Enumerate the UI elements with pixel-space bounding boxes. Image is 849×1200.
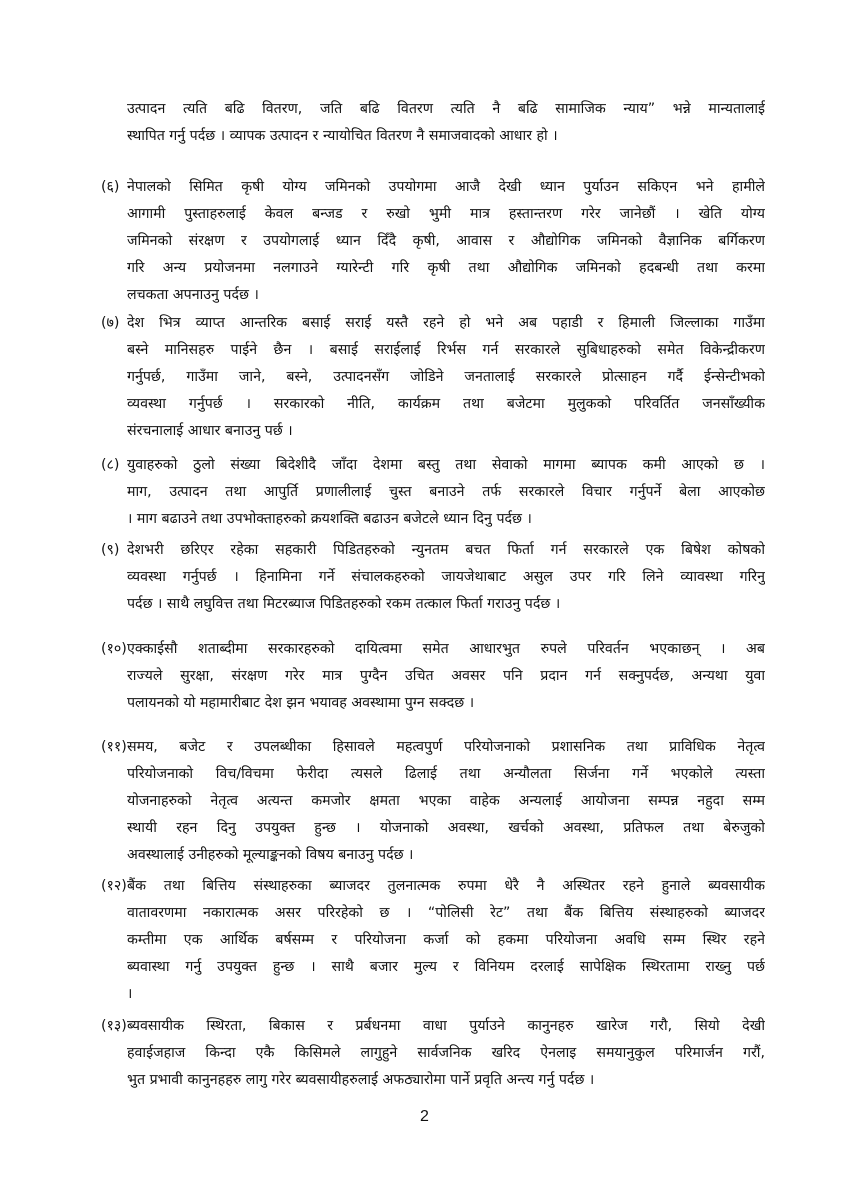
paragraph-line: बैंक तथा बित्तिय संस्थाहरुका ब्याजदर तुलनात्मक रुपमा धेरै नै अस्थितर रहने हुनाले ब्यवसायीक: [127, 878, 765, 894]
item-number: (१०): [101, 641, 127, 657]
paragraph-line: व्यवस्था गर्नुपर्छ । सरकारको नीति, कार्यक्रम तथा बजेटमा मुलुकको परिवर्तित जनसाँख्यीक: [127, 396, 765, 412]
list-item-8: [101, 452, 765, 533]
paragraph-line: उत्पादन त्यति बढि वितरण, जति बढि वितरण त्यति नै बढि सामाजिक न्याय” भन्ने मान्यतालाई: [127, 101, 765, 117]
paragraph-line: एक्काईसौ शताब्दीमा सरकारहरुको दायित्वमा समेत आधारभुत रुपले परिवर्तन भएकाछन् । अब: [127, 641, 765, 657]
list-item-9: [101, 537, 765, 618]
paragraph-line: आगामी पुस्ताहरुलाई केवल बन्जड र रुखो भुमी मात्र हस्तान्तरण गरेर जानेछौं । खेति योग्य: [127, 206, 765, 222]
paragraph-line: । माग बढाउने तथा उपभोक्ताहरुको क्रयशक्ति बढाउन बजेटले ध्यान दिनु पर्दछ ।: [127, 511, 532, 527]
paragraph-line: लचकता अपनाउनु पर्दछ ।: [127, 287, 259, 303]
paragraph-line: गरि अन्य प्रयोजनमा नलगाउने ग्यारेन्टी गरि कृषी तथा औद्योगिक जमिनको हदबन्धी तथा करमा: [127, 260, 765, 276]
paragraph-line: भुत प्रभावी कानुनहहरु लागु गरेर ब्यवसायीहरुलाई अफठ्यारोमा पार्ने प्रवृति अन्त्य गर्नु पर्दछ ।: [127, 1072, 595, 1088]
paragraph-line: पलायनको यो महामारीबाट देश झन भयावह अवस्थामा पुग्न सक्दछ ।: [127, 695, 475, 711]
paragraph-line: ब्यवसायीक स्थिरता, बिकास र प्रर्बधनमा वाधा पुर्याउने कानुनहरु खारेज गरौ, सियो देखी: [127, 1018, 765, 1034]
paragraph-line: पर्दछ । साथै लघुवित्त तथा मिटरब्याज पिडितहरुको रकम तत्काल फिर्ता गराउनु पर्दछ ।: [127, 596, 561, 612]
list-item-12: [101, 873, 765, 1008]
item-number: (९): [101, 542, 120, 558]
paragraph-line: कम्तीमा एक आर्थिक बर्षसम्म र परियोजना कर्जा को हकमा परियोजना अवधि सम्म स्थिर रहने: [127, 932, 765, 948]
paragraph-line: स्थायी रहन दिनु उपयुक्त हुन्छ । योजनाको अवस्था, खर्चको अवस्था, प्रतिफल तथा बेरुजुको: [127, 820, 765, 836]
list-item-6: [101, 174, 765, 309]
paragraph-line: परियोजनाको विच/विचमा फेरीदा त्यसले ढिलाई तथा अन्यौलता सिर्जना गर्ने भएकोले त्यस्ता: [127, 766, 765, 782]
list-item-13: [101, 1013, 765, 1094]
paragraph-line: जमिनको संरक्षण र उपयोगलाई ध्यान दिँदै कृषी, आवास र औद्योगिक जमिनको वैज्ञानिक बर्गिकरण: [127, 233, 765, 249]
page-number: 2: [420, 1108, 429, 1125]
paragraph-line: वातावरणमा नकारात्मक असर परिरहेको छ । “पोलिसी रेट” तथा बैंक बित्तिय संस्थाहरुको ब्याजदर: [127, 905, 765, 921]
paragraph-line: माग, उत्पादन तथा आपुर्ति प्रणालीलाई चुस्त बनाउने तर्फ सरकारले विचार गर्नुपर्ने बेला आएकोछ: [127, 484, 765, 500]
paragraph-line: हवाईजहाज किन्दा एकै किसिमले लागुहुने सार्वजनिक खरिद ऐनलाइ समयानुकुल परिमार्जन गरौं,: [127, 1045, 765, 1061]
item-number: (६): [101, 179, 120, 195]
paragraph-line: गर्नुपर्छ, गाउँमा जाने, बस्ने, उत्पादनसँग जोडिने जनतालाई सरकारले प्रोत्साहन गर्दै ईन्सेन्टीभको: [127, 369, 765, 385]
paragraph-line: संरचनालाई आधार बनाउनु पर्छ ।: [127, 423, 293, 439]
paragraph-line: ब्यवास्था गर्नु उपयुक्त हुन्छ । साथै बजार मुल्य र विनियम दरलाई सापेक्षिक स्थिरतामा राख्नु पर्छ: [127, 959, 765, 975]
intro-paragraph: [127, 96, 765, 150]
paragraph-line: योजनाहरुको नेतृत्व अत्यन्त कमजोर क्षमता भएका वाहेक अन्यलाई आयोजना सम्पन्न नहुदा सम्म: [127, 793, 765, 809]
paragraph-line: व्यवस्था गर्नुपर्छ । हिनामिना गर्ने संचालकहरुको जायजेथाबाट असुल उपर गरि लिने व्यावस्था गरिनु: [127, 569, 765, 585]
item-number: (१२): [101, 878, 127, 894]
paragraph-line: युवाहरुको ठुलो संख्या बिदेशीदै जाँदा देशमा बस्तु तथा सेवाको मागमा ब्यापक कमी आएको छ ।: [127, 457, 765, 473]
list-item-10: [101, 636, 765, 717]
list-item-7: [101, 310, 765, 445]
paragraph-line: समय, बजेट र उपलब्धीका हिसावले महत्वपुर्ण परियोजनाको प्रशासनिक तथा प्राविधिक नेतृत्व: [127, 739, 765, 755]
paragraph-line: अवस्थालाई उनीहरुको मूल्याङ्कनको विषय बनाउनु पर्दछ ।: [127, 847, 414, 863]
paragraph-line: स्थापित गर्नु पर्दछ । व्यापक उत्पादन र न्यायोचित वितरण नै समाजवादको आधार हो ।: [127, 128, 558, 144]
paragraph-line: ।: [127, 986, 133, 1002]
item-number: (११): [101, 739, 127, 755]
item-number: (८): [101, 457, 120, 473]
paragraph-line: राज्यले सुरक्षा, संरक्षण गरेर मात्र पुग्दैन उचित अवसर पनि प्रदान गर्न सक्नुपर्दछ, अन्यथा युवा: [127, 668, 765, 684]
list-item-11: [101, 734, 765, 869]
paragraph-line: देशभरी छरिएर रहेका सहकारी पिडितहरुको न्युनतम बचत फिर्ता गर्न सरकारले एक बिषेश कोषको: [127, 542, 765, 558]
paragraph-line: नेपालको सिमित कृषी योग्य जमिनको उपयोगमा आजै देखी ध्यान पुर्याउन सकिएन भने हामीले: [127, 179, 765, 195]
item-number: (७): [101, 315, 120, 331]
paragraph-line: देश भित्र व्याप्त आन्तरिक बसाई सराई यस्तै रहने हो भने अब पहाडी र हिमाली जिल्लाका गाउँमा: [127, 315, 765, 331]
paragraph-line: बस्ने मानिसहरु पाईने छैन । बसाई सराईलाई रिर्भस गर्न सरकारले सुबिधाहरुको समेत विकेन्द्रीकरण: [127, 342, 765, 358]
item-number: (१३): [101, 1018, 127, 1034]
